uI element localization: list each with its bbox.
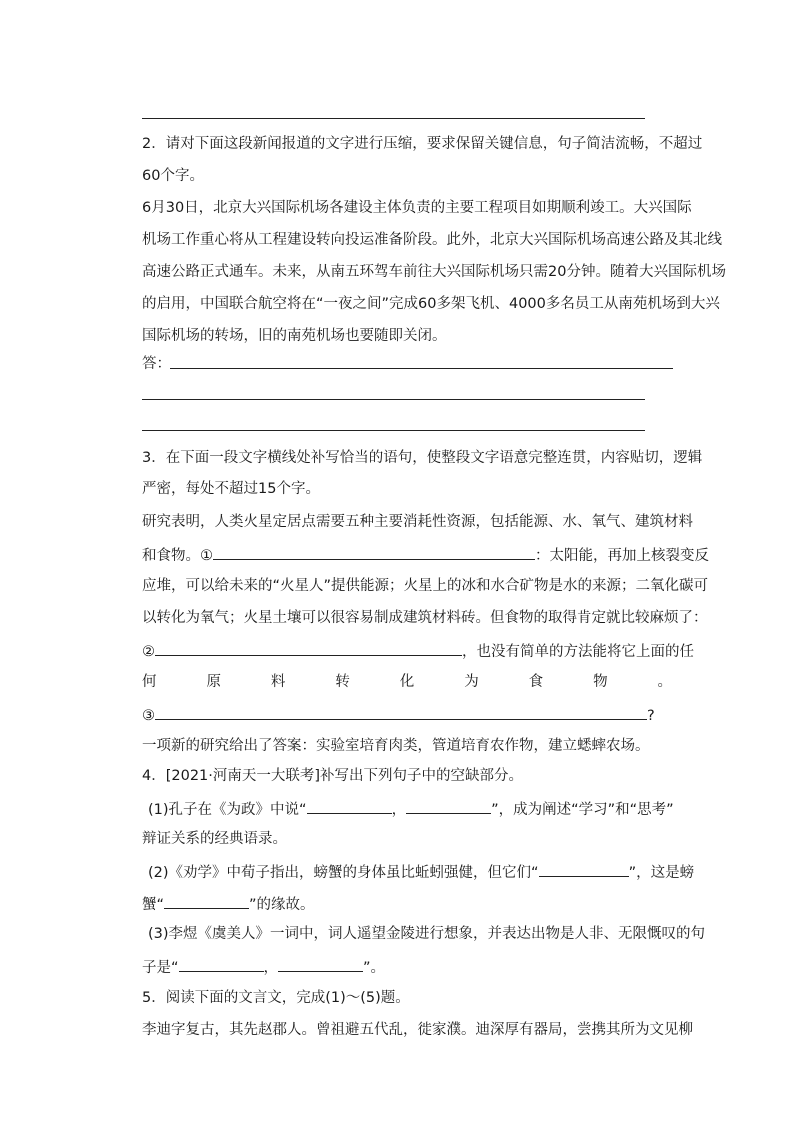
q4-text: ， bbox=[263, 960, 279, 976]
q3-text: ③ bbox=[142, 708, 155, 724]
fill-blank-4[interactable] bbox=[307, 798, 392, 814]
q5-title: 5．阅读下面的文言文，完成(1)～(5)题。 bbox=[142, 990, 410, 1006]
q2-passage-line3: 高速公路正式通车。未来，从南五环驾车前往大兴国际机场只需20分钟。随着大兴国际机场 bbox=[142, 264, 726, 280]
q4-s3-line1: (3)李煜《虞美人》一词中，词人遥望金陵进行想象，并表达出物是人非、无限慨叹的句 bbox=[148, 926, 706, 942]
q3-passage-line8: 一项新的研究给出了答案：实验室培育肉类，管道培育农作物，建立蟋蟀农场。 bbox=[142, 738, 650, 754]
q3-char: 化 bbox=[399, 674, 415, 690]
q2-passage-line1: 6月30日，北京大兴国际机场各建设主体负责的主要工程项目如期顺利竣工。大兴国际 bbox=[142, 200, 692, 216]
q3-passage-line2 bbox=[142, 544, 709, 566]
q3-char: 食 bbox=[528, 674, 544, 690]
q2-prompt-line1: 2．请对下面这段新闻报道的文字进行压缩，要求保留关键信息，句子简洁流畅，不超过 bbox=[142, 136, 703, 152]
q3-prompt-line1: 3．在下面一段文字横线处补写恰当的语句，使整段文字语意完整连贯，内容贴切，逻辑 bbox=[142, 450, 703, 466]
fill-blank-5[interactable] bbox=[406, 798, 491, 814]
q4-text: 子是“ bbox=[142, 960, 179, 976]
q3-passage-line7 bbox=[142, 704, 655, 726]
q4-text: ”，这是螃 bbox=[628, 865, 695, 881]
q2-passage-line2: 机场工作重心将从工程建设转向投运准备阶段。此外，北京大兴国际机场高速公路及其北线 bbox=[142, 232, 722, 248]
q3-char: 转 bbox=[335, 674, 350, 690]
q4-text: (1)孔子在《为政》中说“ bbox=[148, 802, 307, 818]
answer-line bbox=[142, 118, 645, 119]
q4-title: 4．[2021·河南天一大联考]补写出下列句子中的空缺部分。 bbox=[142, 768, 524, 784]
q3-char: 原 bbox=[206, 674, 221, 690]
q4-text: ”。 bbox=[363, 960, 386, 976]
fill-blank-2[interactable] bbox=[155, 640, 462, 656]
q4-s1-line2: 辩证关系的经典语录。 bbox=[142, 831, 287, 847]
q3-text: ② bbox=[142, 644, 155, 660]
q3-prompt-line2: 严密，每处不超过15个字。 bbox=[142, 481, 320, 497]
q3-text: ? bbox=[647, 708, 655, 724]
q3-char: 。 bbox=[657, 674, 672, 690]
q4-s3-line2 bbox=[142, 956, 385, 978]
fill-blank-3[interactable] bbox=[155, 704, 647, 720]
q2-answer-label: 答： bbox=[142, 356, 171, 372]
q3-passage-line4: 以转化为氧气；火星土壤可以很容易制成建筑材料砖。但食物的取得肯定就比较麻烦了： bbox=[142, 610, 708, 626]
answer-line[interactable] bbox=[142, 430, 645, 431]
q2-passage-line5: 国际机场的转场，旧的南苑机场也要随即关闭。 bbox=[142, 328, 447, 344]
q2-prompt-line2: 60个字。 bbox=[142, 168, 204, 184]
fill-blank-1[interactable] bbox=[213, 544, 535, 560]
q4-text: 蟹“ bbox=[142, 897, 165, 913]
q3-passage-line3: 应堆，可以给未来的“火星人”提供能源；火星上的冰和水合矿物是水的来源；二氧化碳可 bbox=[142, 578, 709, 594]
fill-blank-8[interactable] bbox=[179, 956, 264, 972]
q5-passage-line1: 李迪字复古，其先赵郡人。曾祖避五代乱，徙家濮。迪深厚有器局，尝携其所为文见柳 bbox=[142, 1022, 693, 1038]
q4-text: ， bbox=[391, 802, 407, 818]
q3-text: ，也没有简单的方法能将它上面的任 bbox=[462, 644, 694, 660]
q3-char: 何 bbox=[142, 674, 157, 690]
q3-char: 料 bbox=[270, 674, 286, 690]
q4-s2-line2 bbox=[142, 893, 315, 915]
answer-line[interactable] bbox=[142, 399, 645, 400]
q3-char: 物 bbox=[593, 674, 608, 690]
fill-blank-9[interactable] bbox=[278, 956, 363, 972]
q4-s1-line1 bbox=[148, 798, 674, 820]
q4-s2-line1 bbox=[148, 861, 694, 883]
q3-char: 为 bbox=[464, 674, 479, 690]
q4-text: (2)《劝学》中荀子指出，螃蟹的身体虽比蚯蚓强健，但它们“ bbox=[148, 865, 539, 881]
q3-passage-line1: 研究表明，人类火星定居点需要五种主要消耗性资源，包括能源、水、氧气、建筑材料 bbox=[142, 514, 693, 530]
q3-text: ：太阳能，再加上核裂变反 bbox=[535, 548, 709, 564]
answer-line[interactable] bbox=[170, 368, 673, 369]
q4-text: ”，成为阐述“学习”和“思考” bbox=[491, 802, 674, 818]
q3-passage-line5 bbox=[142, 640, 694, 662]
q2-passage-line4: 的启用，中国联合航空将在“一夜之间”完成60多架飞机、4000多名员工从南苑机场到大兴 bbox=[142, 296, 720, 312]
fill-blank-6[interactable] bbox=[539, 861, 629, 877]
q3-text: 和食物。① bbox=[142, 548, 213, 564]
fill-blank-7[interactable] bbox=[164, 893, 249, 909]
q3-passage-line6 bbox=[142, 672, 672, 692]
q4-text: ”的缘故。 bbox=[249, 897, 315, 913]
